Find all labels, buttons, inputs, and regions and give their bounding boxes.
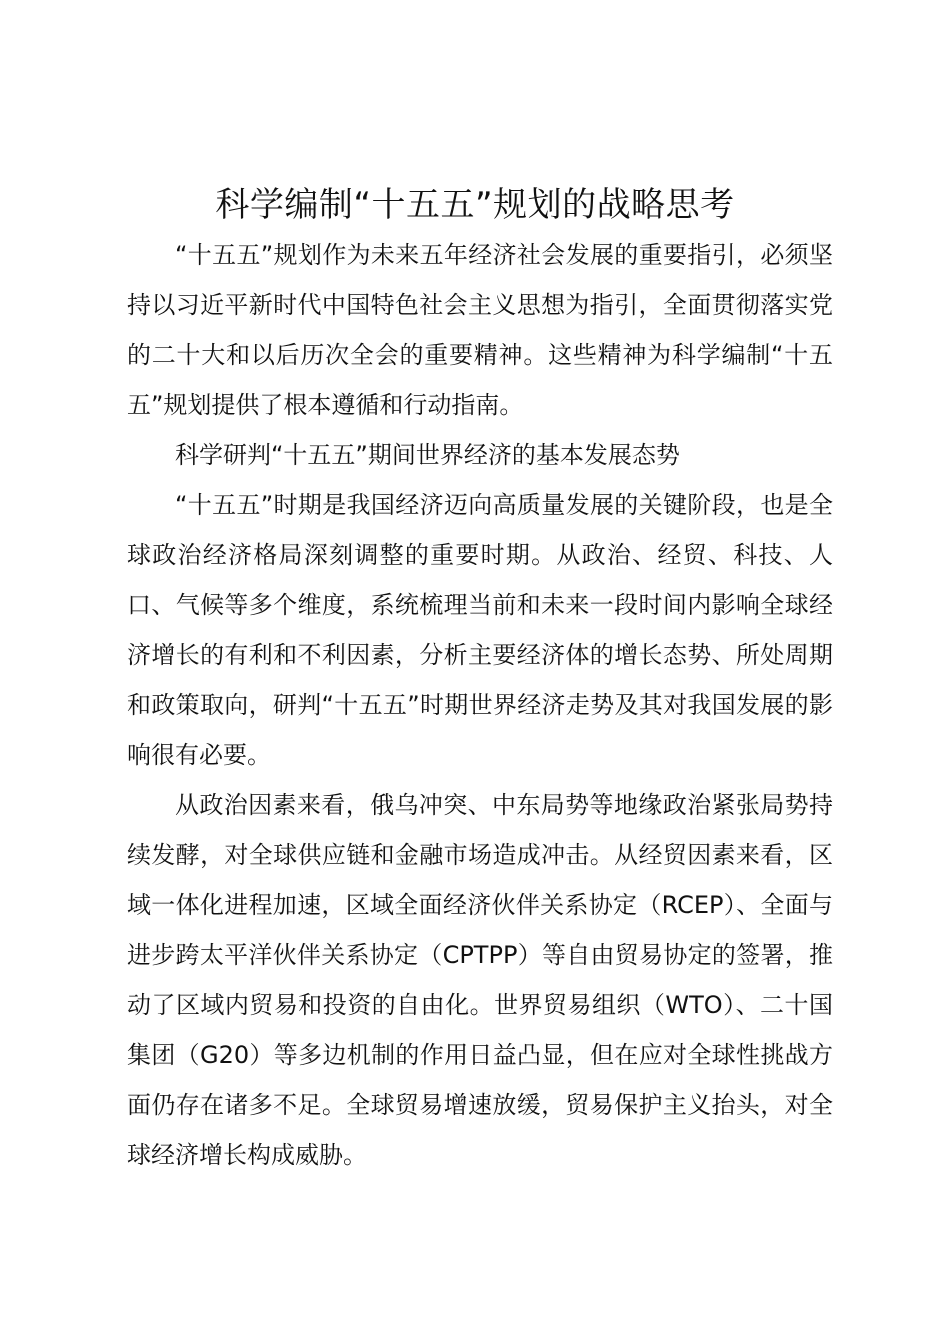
- paragraph-intro: “十五五”规划作为未来五年经济社会发展的重要指引，必须坚持以习近平新时代中国特色社会主义思想为指引，全面贯彻落实党的二十大和以后历次全会的重要精神。这些精神为科学编制“十五五”规划提供了根本遵循和行动指南。: [127, 241, 833, 419]
- document-body: [127, 230, 833, 1180]
- paragraph-overview: “十五五”时期是我国经济迈向高质量发展的关键阶段，也是全球政治经济格局深刻调整的重要时期。从政治、经贸、科技、人口、气候等多个维度，系统梳理当前和未来一段时间内影响全球经济增长的有利和不利因素，分析主要经济体的增长态势、所处周期和政策取向，研判“十五五”时期世界经济走势及其对我国发展的影响很有必要。: [127, 491, 833, 769]
- document-title: 科学编制“十五五”规划的战略思考: [215, 185, 735, 225]
- section-heading: 科学研判“十五五”期间世界经济的基本发展态势: [175, 441, 680, 469]
- paragraph-political-economic: 从政治因素来看，俄乌冲突、中东局势等地缘政治紧张局势持续发酵，对全球供应链和金融市场造成冲击。从经贸因素来看，区域一体化进程加速，区域全面经济伙伴关系协定（RCEP）、全面与进步跨太平洋伙伴关系协定（CPTPP）等自由贸易协定的签署，推动了区域内贸易和投资的自由化。世界贸易组织（WTO）、二十国集团（G20）等多边机制的作用日益凸显，但在应对全球性挑战方面仍存在诸多不足。全球贸易增速放缓，贸易保护主义抬头，对全球经济增长构成威胁。: [127, 791, 833, 1169]
